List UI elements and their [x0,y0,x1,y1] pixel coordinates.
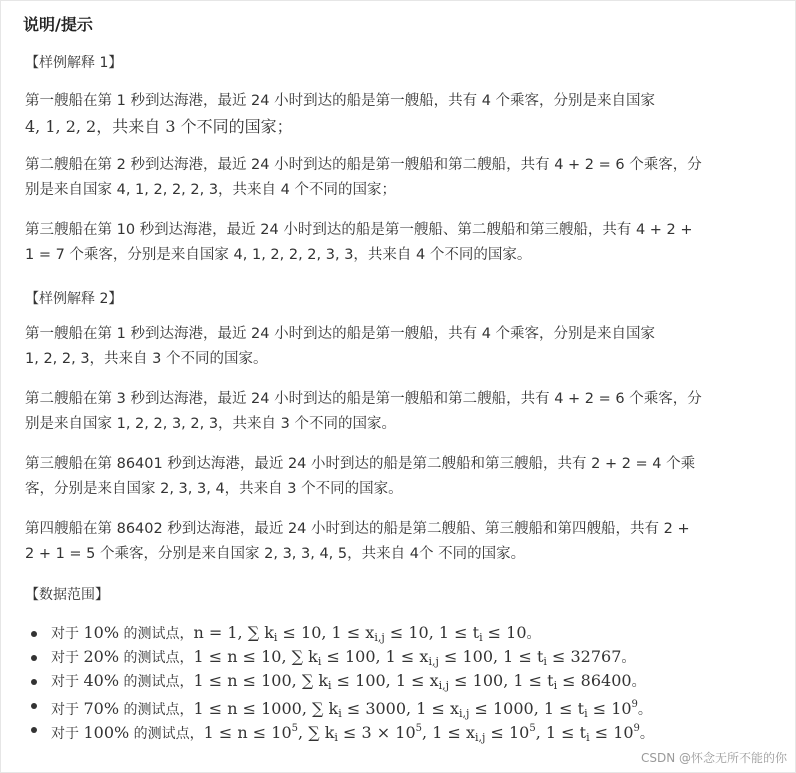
sample2-paragraph-2 [25,387,775,437]
paragraph-line: 第四艘船在第 86402 秒到达海港，最近 24 小时到达的船是第二艘船、第三艘船和第四艘船，共有 2 + [25,521,690,537]
sample1-paragraph-2 [25,153,775,203]
paragraph-line: 第一艘船在第 1 秒到达海港，最近 24 小时到达的船是第一艘船，共有 4 个乘客，分别是来自国家 [25,326,656,342]
paragraph-line: 第三艘船在第 86401 秒到达海港，最近 24 小时到达的船是第二艘船和第三艘船，共有 2 + 2 = 4 个乘 [25,456,696,472]
sample2-paragraph-4 [25,517,775,567]
paragraph-line: 第一艘船在第 1 秒到达海港，最近 24 小时到达的船是第一艘船，共有 4 个乘客，分别是来自国家 [25,93,656,109]
range-item: 对于 40% 的测试点，1 ≤ n ≤ 100, ∑ $k_i \le 100$, $1 \le x_{i,j} \le 100$, $1 \le t_i \le 86400$。 [25,669,785,693]
paragraph-line: 1 = 7 个乘客，分别是来自国家 4, 1, 2, 2, 2, 3, 3，共来自 4 个不同的国家。 [25,247,532,263]
paragraph-line: 别是来自国家 1, 2, 2, 3, 2, 3，共来自 3 个不同的国家。 [25,416,396,432]
paragraph-line: 第三艘船在第 10 秒到达海港，最近 24 小时到达的船是第一艘船、第二艘船和第三艘船，共有 4 + 2 + [25,222,693,238]
sample1-paragraph-1 [25,89,775,139]
paragraph-line: 客，分别是来自国家 2, 3, 3, 4，共来自 3 个不同的国家。 [25,481,403,497]
range-item: 对于 70% 的测试点，1 ≤ n ≤ 1000, ∑ $k_i \le 3000$, $1 \le x_{i,j} \le 1000$, $1 \le t_i \le 10^9$。 [25,693,785,717]
range-list [25,621,785,744]
range-title: 【数据范围】 [25,587,109,603]
paragraph-line: 1, 2, 2, 3，共来自 3 个不同的国家。 [25,351,268,367]
sample1-title: 【样例解释 1】 [25,55,123,71]
section-heading: 说明/提示 [23,15,93,34]
range-item: 对于 20% 的测试点，1 ≤ n ≤ 10, ∑ $k_i \le 100$, $1 \le x_{i,j} \le 100$, $1 \le t_i \le 32767$。 [25,645,785,669]
csdn-watermark: CSDN @怀念无所不能的你 [640,751,787,765]
paragraph-line: 第二艘船在第 2 秒到达海港，最近 24 小时到达的船是第一艘船和第二艘船，共有 4 + 2 = 6 个乘客，分 [25,157,702,173]
sample2-title: 【样例解释 2】 [25,291,123,307]
sample1-paragraph-3 [25,218,775,268]
sample2-paragraph-3 [25,452,775,502]
range-item: 对于 10% 的测试点，n = 1, ∑ $k_i \le 10$, $1 \le x_{i,j} \le 10$, $1 \le t_i \le 10$。 [25,621,785,645]
sample2-paragraph-1 [25,322,775,372]
paragraph-line: 4, 1, 2, 2，共来自 3 个不同的国家； [25,117,293,136]
range-item: 对于 100% 的测试点，$1 \le n \le 10^5$, ∑ $k_i \le 3 \times 10^5$, $1 \le x_{i,j} \le 10^5$, $1 \le t_i \le 10^9$。 [25,717,785,741]
paragraph-line: 第二艘船在第 3 秒到达海港，最近 24 小时到达的船是第一艘船和第二艘船，共有 4 + 2 = 6 个乘客，分 [25,391,702,407]
paragraph-line: 2 + 1 = 5 个乘客，分别是来自国家 2, 3, 3, 4, 5，共来自 4个 不同的国家。 [25,546,526,562]
paragraph-line: 别是来自国家 4, 1, 2, 2, 2, 3，共来自 4 个不同的国家； [25,182,396,198]
